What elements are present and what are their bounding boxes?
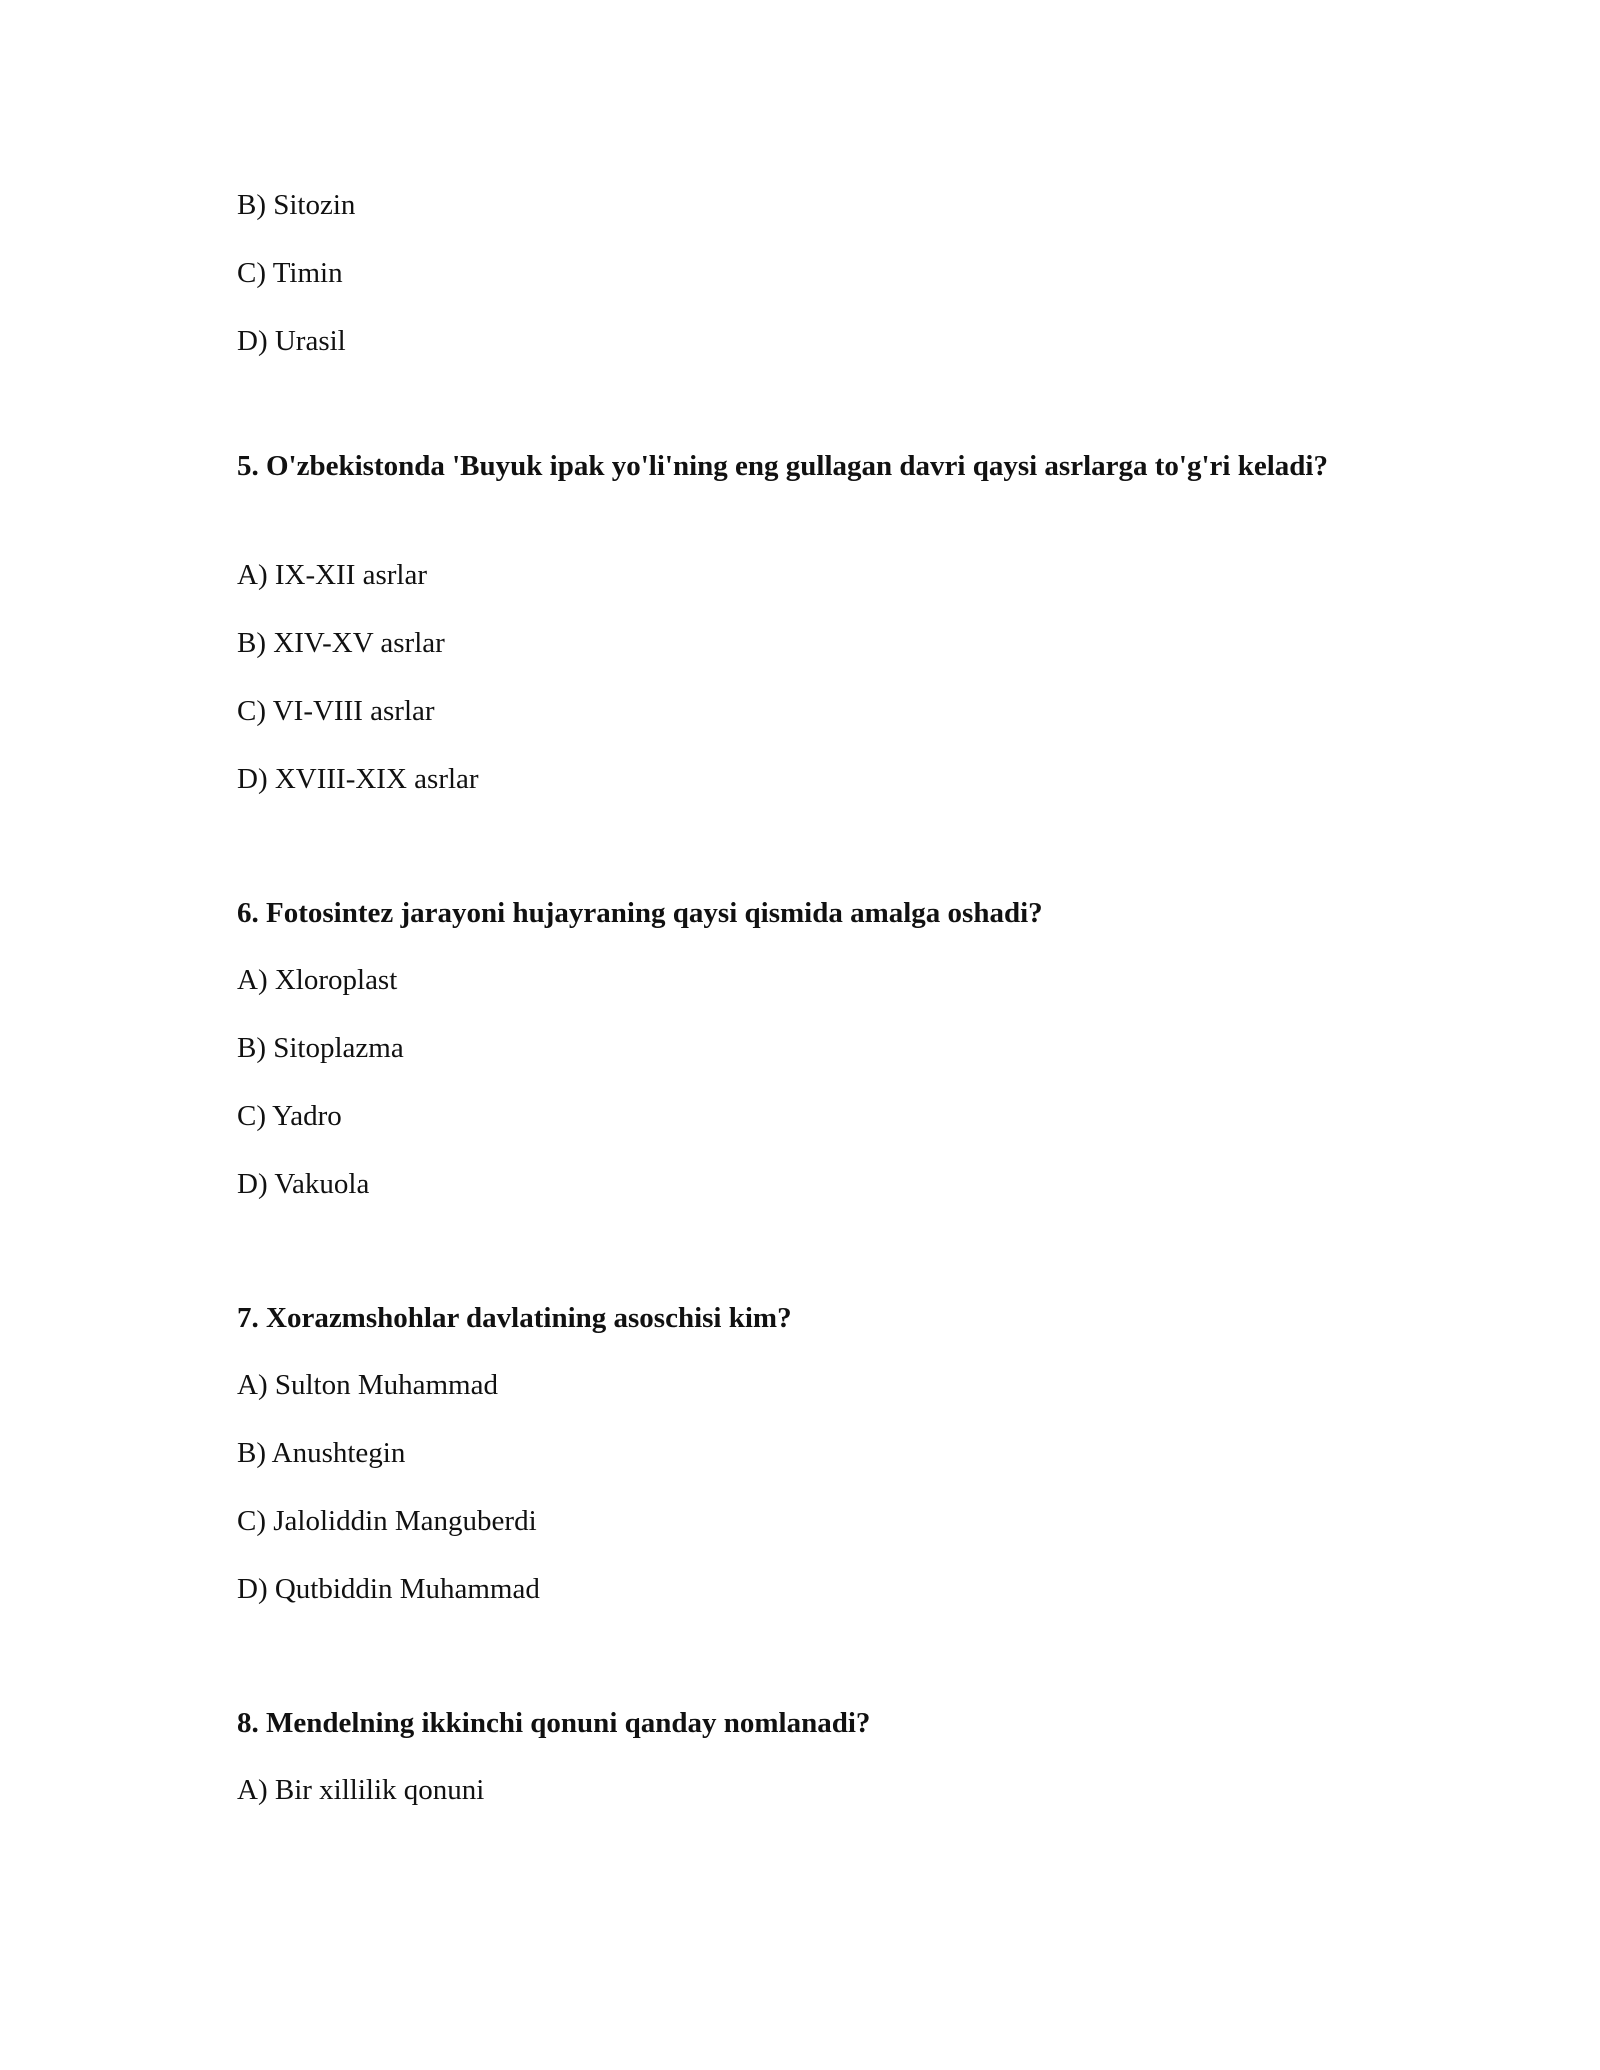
question-8 <box>237 1702 1367 1838</box>
question-title: 6. Fotosintez jarayoni hujayraning qaysi qismida amalga oshadi? <box>237 897 1043 929</box>
option-c: C) Yadro <box>237 1100 342 1132</box>
option-d: D) Qutbiddin Muhammad <box>237 1573 540 1605</box>
option-b: B) Anushtegin <box>237 1437 406 1469</box>
option-c: C) Timin <box>237 257 343 289</box>
question-title: 5. O'zbekistonda 'Buyuk ipak yo'li'ning eng gullagan davri qaysi asrlarga to'g'ri keladi? <box>237 450 1328 482</box>
option-a: A) Xloroplast <box>237 964 398 996</box>
option-a: A) Bir xillilik qonuni <box>237 1774 485 1806</box>
question-5 <box>237 445 1367 827</box>
leading-options <box>237 185 1367 389</box>
option-b: B) Sitozin <box>237 189 356 221</box>
option-c: C) VI-VIII asrlar <box>237 695 435 727</box>
document-page <box>237 185 1367 1838</box>
option-d: D) Urasil <box>237 325 346 357</box>
option-a: A) Sulton Muhammad <box>237 1369 498 1401</box>
option-d: D) Vakuola <box>237 1168 370 1200</box>
question-title: 8. Mendelning ikkinchi qonuni qanday nomlanadi? <box>237 1707 871 1739</box>
option-b: B) XIV-XV asrlar <box>237 627 445 659</box>
option-a: A) IX-XII asrlar <box>237 559 428 591</box>
option-b: B) Sitoplazma <box>237 1032 404 1064</box>
question-6 <box>237 892 1367 1232</box>
question-7 <box>237 1297 1367 1637</box>
option-d: D) XVIII-XIX asrlar <box>237 763 479 795</box>
question-title: 7. Xorazmshohlar davlatining asoschisi kim? <box>237 1302 792 1334</box>
option-c: C) Jaloliddin Manguberdi <box>237 1505 537 1537</box>
